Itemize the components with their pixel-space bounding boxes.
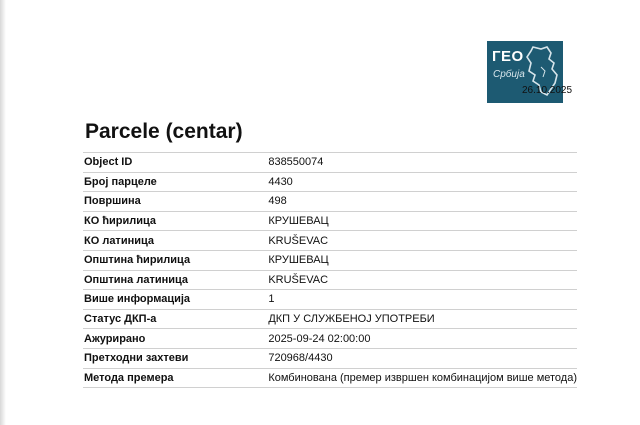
- attribute-value: КРУШЕВАЦ: [267, 250, 577, 270]
- attribute-label: Object ID: [83, 153, 267, 173]
- attribute-label: Метода премера: [83, 368, 267, 388]
- table-row: [83, 290, 577, 310]
- attribute-label: Општина латиница: [83, 270, 267, 290]
- report-date: 26.10.2025: [522, 85, 573, 96]
- attribute-label: Површина: [83, 192, 267, 212]
- table-row: [83, 348, 577, 368]
- table-row: [83, 270, 577, 290]
- attribute-label: КО ћирилица: [83, 211, 267, 231]
- attribute-label: Више информација: [83, 290, 267, 310]
- table-row: [83, 231, 577, 251]
- attribute-label: Претходни захтеви: [83, 348, 267, 368]
- attribute-value: KRUŠEVAC: [267, 231, 577, 251]
- attribute-value: 720968/4430: [267, 348, 577, 368]
- attribute-value: 1: [267, 290, 577, 310]
- table-row: [83, 153, 577, 173]
- attribute-value: 498: [267, 192, 577, 212]
- attribute-value: 4430: [267, 172, 577, 192]
- logo-brand-text: ГЕО: [492, 48, 524, 65]
- attribute-value: 2025-09-24 02:00:00: [267, 329, 577, 349]
- table-row: [83, 192, 577, 212]
- table-row: [83, 172, 577, 192]
- attribute-label: Статус ДКП-а: [83, 309, 267, 329]
- attribute-label: Општина ћирилица: [83, 250, 267, 270]
- attribute-value: 838550074: [267, 153, 577, 173]
- table-row: [83, 329, 577, 349]
- table-row: [83, 368, 577, 388]
- table-row: [83, 211, 577, 231]
- page-edge-shadow: [0, 0, 6, 425]
- attribute-value: KRUŠEVAC: [267, 270, 577, 290]
- logo-subtitle-text: Србија: [493, 69, 525, 80]
- attribute-value: КРУШЕВАЦ: [267, 211, 577, 231]
- attribute-label: Број парцеле: [83, 172, 267, 192]
- attribute-label: Ажурирано: [83, 329, 267, 349]
- attribute-value: ДКП У СЛУЖБЕНОЈ УПОТРЕБИ: [267, 309, 577, 329]
- page-title: Parcele (centar): [85, 120, 243, 143]
- table-row: [83, 250, 577, 270]
- attribute-table: [83, 152, 577, 388]
- attribute-value: Комбинована (премер извршен комбинацијом више метода): [267, 368, 577, 388]
- table-row: [83, 309, 577, 329]
- attribute-label: КО латиница: [83, 231, 267, 251]
